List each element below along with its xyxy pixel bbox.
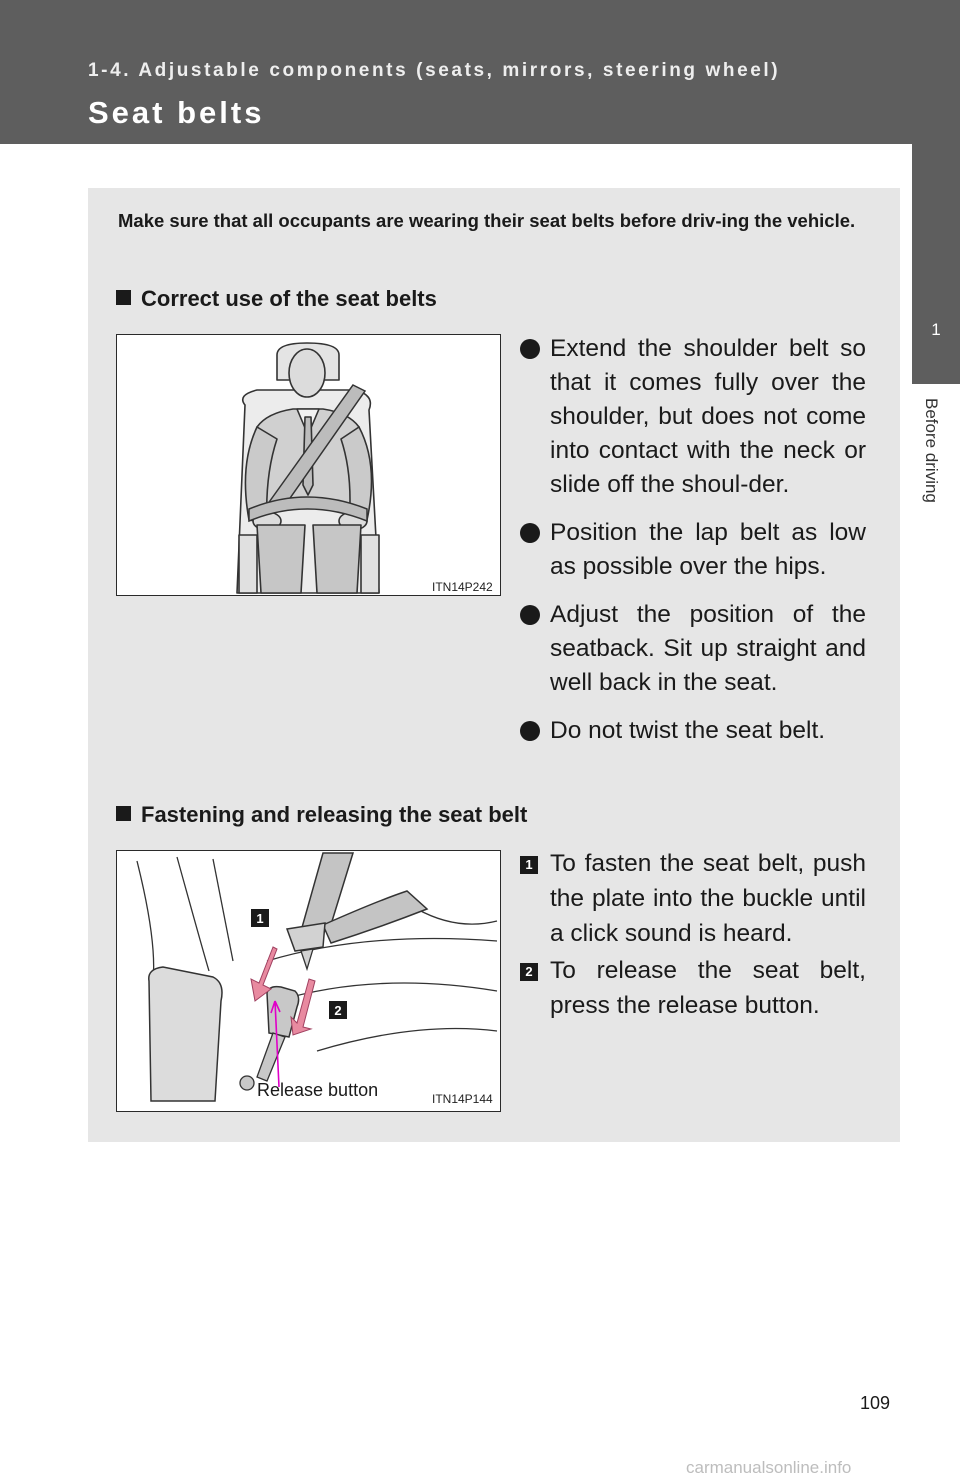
bullet-dot-icon (520, 721, 540, 741)
step-number-badge: 2 (520, 963, 538, 981)
chapter-label: Before driving (922, 398, 941, 503)
heading-fastening-label: Fastening and releasing the seat belt (141, 802, 528, 827)
step-number-badge: 1 (520, 856, 538, 874)
step-list (520, 846, 866, 1025)
bullet-dot-icon (520, 605, 540, 625)
heading-fastening (116, 802, 527, 828)
step-item (520, 953, 866, 1023)
release-button-label: Release button (257, 1080, 379, 1100)
watermark: carmanualsonline.info (686, 1458, 852, 1477)
bullet-text: Extend the shoulder belt so that it comes fully over the shoulder, but does not come into contact with the neck or slide off the shoul-der. (550, 335, 866, 498)
bullet-text: Position the lap belt as low as possible over the hips. (550, 519, 866, 580)
bullet-list (520, 332, 866, 762)
bullet-text: Do not twist the seat belt. (550, 717, 826, 744)
svg-text:1: 1 (256, 911, 264, 926)
bullet-item (520, 516, 866, 584)
seated-occupant-illustration (117, 335, 499, 594)
page-header (0, 0, 960, 144)
svg-text:2: 2 (334, 1003, 342, 1018)
figure-id-correct-use: ITN14P242 (432, 580, 493, 594)
step-text: To release the seat belt, press the release button. (550, 957, 866, 1019)
bullet-item (520, 332, 866, 502)
heading-correct-use-label: Correct use of the seat belts (141, 286, 437, 311)
chapter-number: 1 (931, 320, 941, 339)
intro-text: Make sure that all occupants are wearing their seat belts before driv-ing the vehicle. (118, 210, 856, 231)
square-bullet-icon (116, 290, 131, 305)
figure-correct-use (116, 334, 501, 596)
bullet-text: Adjust the position of the seatback. Sit up straight and well back in the seat. (550, 601, 866, 696)
section-title: 1-4. Adjustable components (seats, mirrors, steering wheel) (88, 60, 781, 81)
figure-id-fastening: ITN14P144 (432, 1092, 493, 1106)
page-title: Seat belts (88, 95, 265, 130)
step-text: To fasten the seat belt, push the plate into the buckle until a click sound is heard. (550, 850, 866, 947)
bullet-item (520, 598, 866, 700)
square-bullet-icon (116, 806, 131, 821)
figure-fastening (116, 850, 501, 1112)
chapter-label-wrap (921, 398, 951, 528)
heading-correct-use (116, 286, 437, 312)
bullet-item (520, 714, 866, 748)
bullet-dot-icon (520, 339, 540, 359)
bullet-dot-icon (520, 523, 540, 543)
page-number: 109 (860, 1393, 891, 1413)
step-item (520, 846, 866, 951)
chapter-tab (912, 144, 960, 384)
buckle-illustration (117, 851, 499, 1110)
